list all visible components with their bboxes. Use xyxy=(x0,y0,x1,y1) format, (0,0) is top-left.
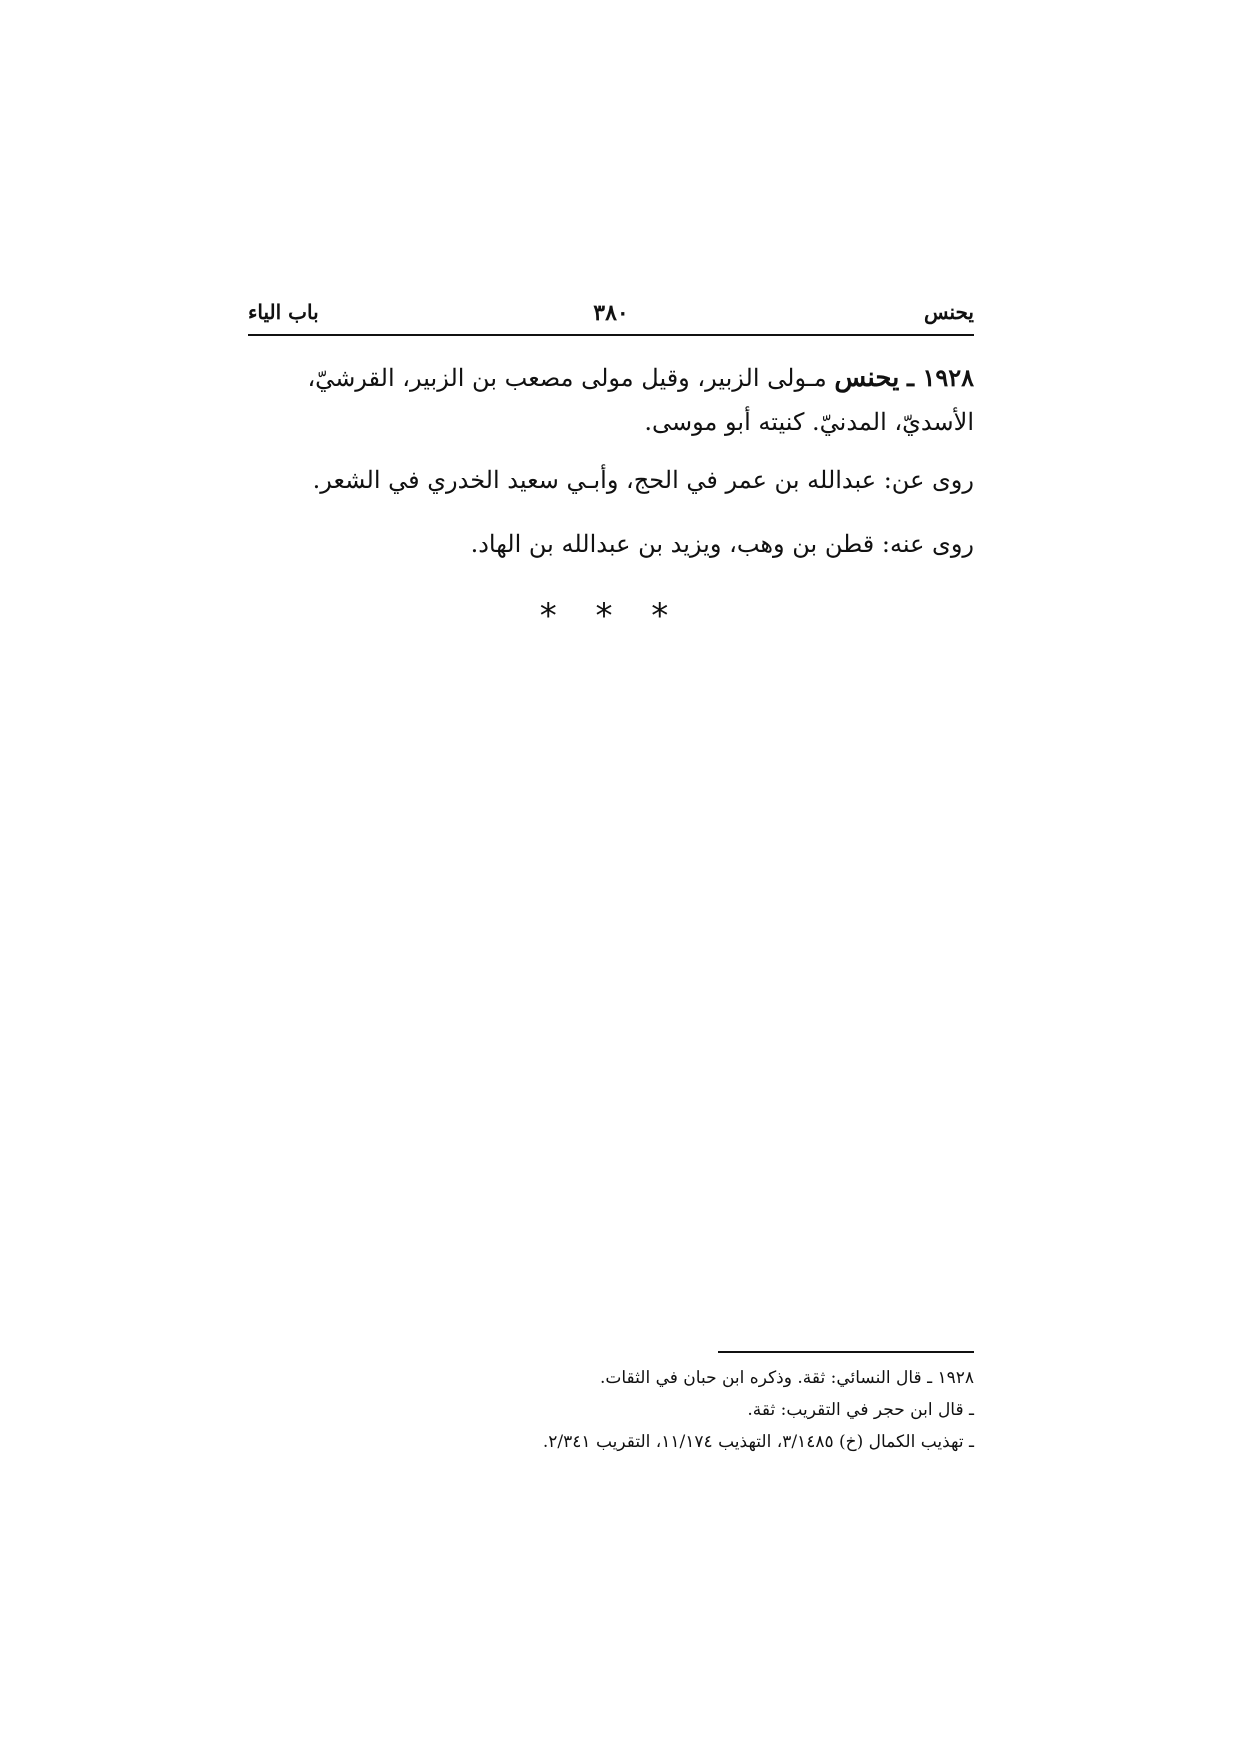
footnote-line: ١٩٢٨ ـ قال النسائي: ثقة. وذكره ابن حبان في الثقات. xyxy=(599,1368,974,1388)
entry-bio-line2-paragraph xyxy=(248,400,974,444)
running-header xyxy=(248,300,974,334)
page-number: ٣٨٠ xyxy=(593,300,629,326)
entry-name: يحنس xyxy=(834,363,900,393)
footnote-rule xyxy=(718,1351,974,1353)
narrated-from: روى عن: عبدالله بن عمر في الحج، وأبـي سعيد الخدري في الشعر. xyxy=(312,466,974,494)
entry-bio-line2: الأسديّ، المدنيّ. كنيته أبو موسى. xyxy=(644,408,974,436)
section-separator: * * * xyxy=(539,596,683,636)
narrated-by: روى عنه: قطن بن وهب، ويزيد بن عبدالله بن الهاد. xyxy=(470,530,974,558)
entry-number: ١٩٢٨ ـ xyxy=(907,363,974,392)
header-chapter-title: باب الياء xyxy=(248,300,319,324)
footnote-line: ـ تهذيب الكمال (خ) ٣/١٤٨٥، التهذيب ١١/١٧٤، التقريب ٢/٣٤١. xyxy=(542,1432,974,1452)
entry-body xyxy=(248,356,974,572)
header-entry-name: يحنس xyxy=(923,300,974,324)
header-rule xyxy=(248,334,974,336)
footnotes xyxy=(248,1362,974,1458)
narrated-from-line xyxy=(248,452,974,508)
entry-heading-line xyxy=(248,356,974,400)
entry-bio-line1: مـولى الزبير، وقيل مولى مصعب بن الزبير، القرشيّ، xyxy=(307,364,827,392)
footnote-line: ـ قال ابن حجر في التقريب: ثقة. xyxy=(747,1400,974,1420)
narrated-by-line xyxy=(248,516,974,572)
